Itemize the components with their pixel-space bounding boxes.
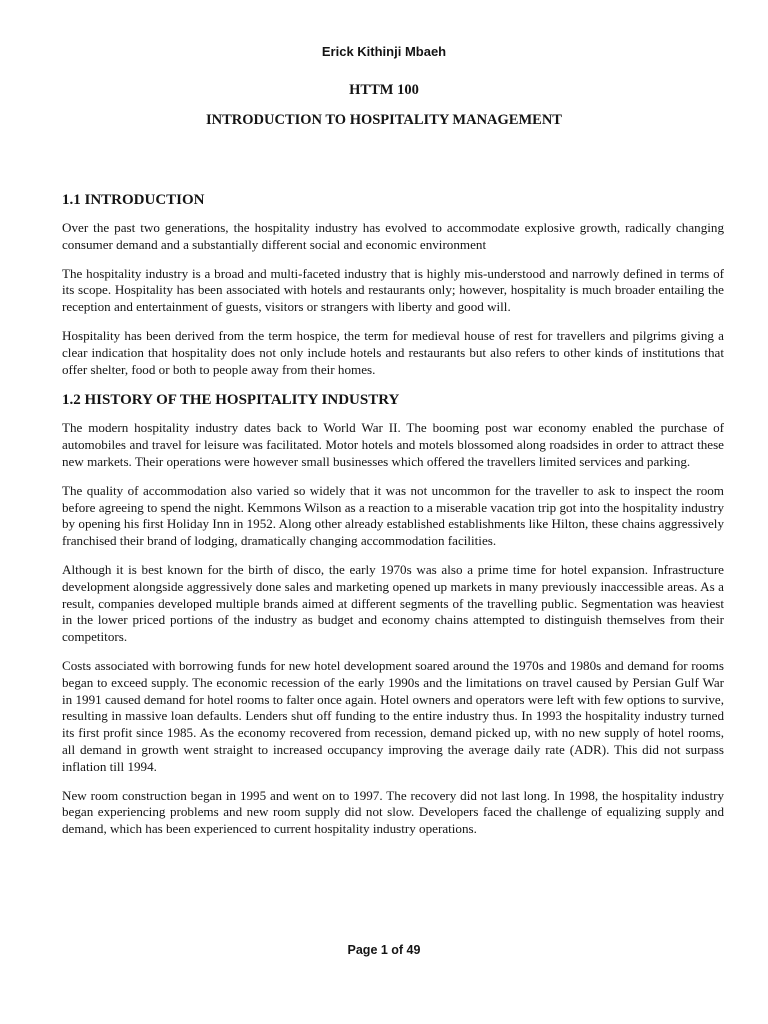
paragraph: The quality of accommodation also varied so widely that it was not uncommon for the traveller to ask to inspect the room before agreeing to spend the night. Kemmons Wilson as a reaction to a miserable vacation trip got into the hospitality industry by opening his first Holiday Inn in 1952. Along other already established establishments like Hilton, these chains aggressively franchised their brand of lodging, dramatically changing accommodation facilities. — [62, 482, 724, 549]
paragraph: Although it is best known for the birth of disco, the early 1970s was also a prime time for hotel expansion. Infrastructure development alongside aggressively done sales and marketing opened up markets in many previously inaccessible areas. As a result, companies developed multiple brands aimed at different segments of the travelling public. Segmentation was heaviest in the lower priced portions of the industry as budget and economy chains attempted to distinguish themselves from their competitors. — [62, 561, 724, 645]
section-heading-history: 1.2 HISTORY OF THE HOSPITALITY INDUSTRY — [62, 392, 400, 409]
section-heading-introduction: 1.1 INTRODUCTION — [62, 192, 205, 208]
paragraph: New room construction began in 1995 and went on to 1997. The recovery did not last long. In 1998, the hospitality industry began experiencing problems and new room supply did not slow. Developers faced the challenge of equalizing supply and demand, which has been experienced to current hospitality industry operations. — [62, 787, 724, 837]
paragraph: The modern hospitality industry dates back to World War II. The booming post war economy enabled the purchase of automobiles and travel for leisure was facilitated. Motor hotels and motels blossomed along roadsides in order to attract these new markets. Their operations were however small businesses which offered the travellers limited services and parking. — [62, 420, 724, 469]
author-name: Erick Kithinji Mbaeh — [321, 44, 447, 59]
paragraph: Hospitality has been derived from the term hospice, the term for medieval house of rest for travellers and pilgrims giving a clear indication that hospitality does not only include hotels and restaurants but also refers to other kinds of institutions that offer shelter, food or both to people away from their homes. — [62, 327, 724, 377]
paragraph: Over the past two generations, the hospitality industry has evolved to accommodate explosive growth, radically changing consumer demand and a substantially different social and economic environment — [62, 220, 724, 252]
page-number: Page 1 of 49 — [347, 943, 421, 957]
document-title: INTRODUCTION TO HOSPITALITY MANAGEMENT — [206, 112, 562, 128]
document-body — [62, 190, 724, 850]
course-code: HTTM 100 — [349, 82, 419, 98]
paragraph: Costs associated with borrowing funds for new hotel development soared around the 1970s and 1980s and demand for rooms began to exceed supply. The economic recession of the early 1990s and the limitations on travel caused by Persian Gulf War in 1991 caused demand for hotel rooms to falter once again. Hotel owners and operators were left with few options to survive, resulting in massive loan defaults. Lenders shut off funding to the entire industry thus. In 1993 the hospitality industry turned its first profit since 1985. As the economy recovered from recession, demand picked up, with no new supply of hotel rooms, all demand in growth went straight to increased occupancy improving the average daily rate (ADR). This did not surpass inflation till 1994. — [62, 657, 724, 774]
paragraph: The hospitality industry is a broad and multi-faceted industry that is highly mis-understood and narrowly defined in terms of its scope. Hospitality has been associated with hotels and restaurants only; however, hospitality is much broader entailing the reception and entertainment of guests, visitors or strangers with liberty and good will. — [62, 265, 724, 315]
